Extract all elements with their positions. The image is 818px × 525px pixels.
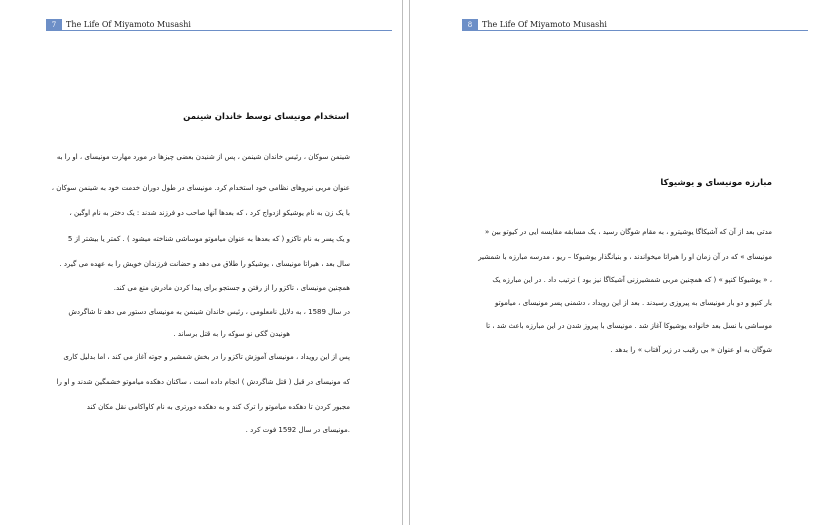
left-line-11: مجبور کردن تا دهکده میاموتو را ترک کند و به دهکده دورتری به نام کاواکامی نقل مکان کند bbox=[86, 403, 350, 411]
left-line-10: که مونیسای در قبل ( قتل شاگردش ) انجام داده است ، ساکنان دهکده میاموتو خشمگین شدند و او را bbox=[56, 378, 350, 386]
right-line-1: مدتی بعد از آن که آشیکاگا یوشیترو ، به مقام شوگان رسید ، یک مسابقه مقایسه ایی در کیوتو بین « bbox=[484, 228, 772, 236]
right-page-header bbox=[462, 19, 808, 30]
right-line-6: شوگان به او عنوان « بی رقیب در زیر آفتاب » را بدهد . bbox=[610, 346, 772, 354]
left-header-rule bbox=[46, 30, 392, 31]
right-book-title: The Life Of Miyamoto Musashi bbox=[482, 20, 607, 29]
left-line-1: شینمن سوکان ، رئیس خاندان شینمن ، پس از شنیدن بعضی چیزها در مورد مهارت مونیسای ، او را به bbox=[56, 153, 350, 161]
right-line-2: مونیسای » که در آن زمان او را هیراتا میخواندند ، و بنیانگذار یوشیوکا – ریو ، مدرسه مبارزه با شمشیر bbox=[478, 253, 772, 261]
left-page bbox=[0, 0, 402, 525]
left-line-2: عنوان مربی نیروهای نظامی خود استخدام کرد. مونیسای در طول دوران خدمت خود به شینمن سوکان ، bbox=[51, 184, 350, 192]
left-line-5: سال بعد ، هیراتا مونیسای ، یوشیکو را طلاق می دهد و حضانت فرزندان خویش را به عهده می گیرد . bbox=[59, 260, 350, 268]
left-book-title: The Life Of Miyamoto Musashi bbox=[66, 20, 191, 29]
right-line-5: موساشی با نسل بعد خانواده یوشیوکا آغاز شد . مونیسای با پیروز شدن در این مبارزه باعث شد ، تا bbox=[485, 322, 772, 330]
left-line-9: پس از این رویداد ، مونیسای آموزش تاکزو را در بخش شمشیر و جوته آغاز می کند ، اما بدلیل کاری bbox=[63, 353, 350, 361]
right-line-4: بار کنپو و دو بار مونیسای به پیروزی رسیدند . بعد از این رویداد ، دشمنی پسر مونیسای ، میاموتو bbox=[494, 299, 772, 307]
left-line-8: هونیدن گکی نو سوکه را به قتل برساند . bbox=[173, 330, 290, 338]
left-line-3: با یک زن به نام یوشیکو ازدواج کرد ، که بعدها آنها صاحب دو فرزند شدند : یک دختر به نام اوگین ، bbox=[69, 209, 350, 217]
left-heading: استخدام مونیسای توسط خاندان شینمن bbox=[183, 112, 349, 122]
right-heading: مبارزه مونیسای و یوشیوکا bbox=[660, 178, 772, 188]
right-line-3: ، « یوشیوکا کنپو » ( که همچنین مربی شمشیرزنی آشیکاگا نیز بود ) ترتیب داد . در این مبارزه یک bbox=[492, 276, 772, 284]
left-line-7: در سال 1589 ، به دلایل نامعلومی ، رئیس خاندان شینمن به مونیسای دستور می دهد تا شاگردش bbox=[68, 308, 350, 316]
left-page-header bbox=[46, 19, 392, 30]
book-gutter bbox=[402, 0, 410, 525]
right-page bbox=[410, 0, 818, 525]
left-line-6: همچنین مونیسای ، تاکزو را از رفتن و جستجو برای پیدا کردن مادرش منع می کند. bbox=[113, 284, 350, 292]
right-header-rule bbox=[462, 30, 808, 31]
left-line-4: و یک پسر به نام تاکزو ( که بعدها به عنوان میاموتو موساشی شناخته میشود ) . کمتر یا بیشتر از 5 bbox=[67, 235, 350, 243]
left-page-number: 7 bbox=[46, 19, 62, 30]
right-page-number: 8 bbox=[462, 19, 478, 30]
left-line-12: .مونیسای در سال 1592 فوت کرد . bbox=[245, 426, 350, 434]
